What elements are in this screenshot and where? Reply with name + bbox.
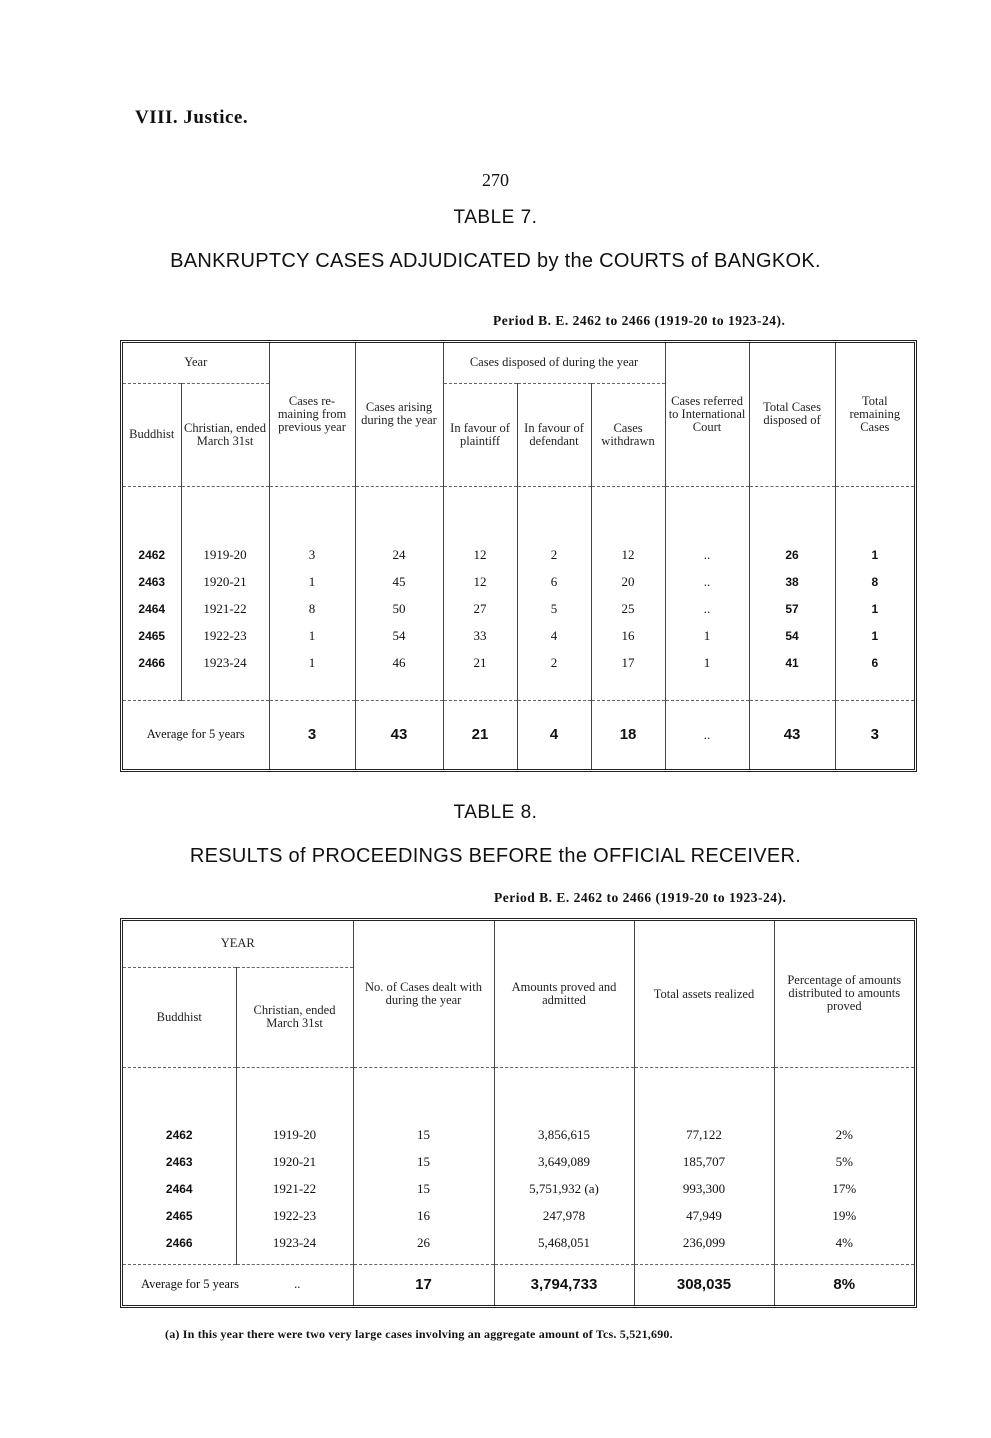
t8-header-year: YEAR [123, 921, 353, 967]
cell-total-remaining: 8 [835, 568, 914, 595]
footnote: (a) In this year there were two very large cases involving an aggregate amount of Tcs. 5,521,690. [165, 1327, 673, 1341]
cell-total-remaining: 1 [835, 595, 914, 622]
t7-header-total-remaining: Total remaining Cases [835, 343, 914, 486]
t7-header-year: Year [123, 343, 269, 383]
cell-remaining: 8 [269, 595, 355, 622]
avg-arising: 43 [355, 700, 443, 769]
cell-buddhist: 2465 [165, 1208, 193, 1223]
cell-plaintiff: 12 [443, 541, 517, 568]
t7-header-disposed-group: Cases disposed of during the year [443, 343, 665, 383]
cell-arising: 46 [355, 649, 443, 676]
cell-buddhist: 2463 [138, 574, 166, 589]
cell-buddhist: 2462 [138, 547, 166, 562]
cell-arising: 45 [355, 568, 443, 595]
avg-referred: .. [665, 700, 749, 769]
cell-referred: .. [665, 568, 749, 595]
average-label-text: Average for 5 years [141, 1277, 239, 1292]
cell-assets: 47,949 [634, 1202, 774, 1229]
cell-buddhist: 2466 [138, 655, 166, 670]
cell-percentage: 4% [774, 1229, 914, 1256]
cell-arising: 50 [355, 595, 443, 622]
cell-withdrawn: 17 [591, 649, 665, 676]
cell-christian: 1920-21 [236, 1148, 353, 1175]
table-row [123, 1229, 914, 1256]
cell-percentage: 19% [774, 1202, 914, 1229]
cell-amounts: 5,468,051 [494, 1229, 634, 1256]
t7-header-plaintiff: In favour of plaintiff [443, 383, 517, 486]
cell-remaining: 1 [269, 649, 355, 676]
avg-assets: 308,035 [634, 1264, 774, 1305]
cell-defendant: 4 [517, 622, 591, 649]
cell-defendant: 5 [517, 595, 591, 622]
cell-buddhist: 2463 [165, 1154, 193, 1169]
t8-header-percentage: Percentage of amounts distributed to amounts proved [774, 921, 914, 1067]
cell-christian: 1920-21 [181, 568, 269, 595]
cell-defendant: 2 [517, 541, 591, 568]
table8-title: RESULTS of PROCEEDINGS BEFORE the OFFICIAL RECEIVER. [189, 845, 802, 867]
cell-christian: 1921-22 [181, 595, 269, 622]
t8-header-christian: Christian, ended March 31st [236, 967, 353, 1067]
cell-percentage: 17% [774, 1175, 914, 1202]
cell-defendant: 6 [517, 568, 591, 595]
cell-amounts: 3,649,089 [494, 1148, 634, 1175]
cell-withdrawn: 16 [591, 622, 665, 649]
cell-referred: .. [665, 595, 749, 622]
t7-header-defendant: In favour of defendant [517, 383, 591, 486]
t7-header-christian: Christian, ended March 31st [181, 383, 269, 486]
cell-christian: 1921-22 [236, 1175, 353, 1202]
t7-header-buddhist: Buddhist [129, 427, 175, 441]
cell-withdrawn: 25 [591, 595, 665, 622]
cell-total-disposed: 26 [749, 541, 835, 568]
page-number: 270 [482, 170, 509, 190]
cell-christian: 1919-20 [236, 1121, 353, 1148]
table-row [123, 1148, 914, 1175]
average-row [123, 700, 914, 769]
t8-header-assets: Total assets realized [634, 921, 774, 1067]
cell-christian: 1922-23 [181, 622, 269, 649]
cell-amounts: 5,751,932 (a) [494, 1175, 634, 1202]
cell-plaintiff: 33 [443, 622, 517, 649]
cell-remaining: 3 [269, 541, 355, 568]
t7-header-arising: Cases arising during the year [355, 343, 443, 486]
avg-percentage: 8% [774, 1264, 914, 1305]
cell-referred: 1 [665, 649, 749, 676]
table-row [123, 568, 914, 595]
table7-label: TABLE 7. [453, 207, 538, 228]
table8-label: TABLE 8. [453, 802, 538, 823]
cell-arising: 24 [355, 541, 443, 568]
cell-assets: 77,122 [634, 1121, 774, 1148]
cell-plaintiff: 27 [443, 595, 517, 622]
cell-buddhist: 2462 [165, 1127, 193, 1142]
cell-cases: 15 [353, 1148, 494, 1175]
t8-header-buddhist: Buddhist [156, 1009, 202, 1024]
table-row [123, 649, 914, 676]
cell-assets: 185,707 [634, 1148, 774, 1175]
table7 [120, 340, 917, 772]
cell-buddhist: 2465 [138, 628, 166, 643]
cell-assets: 236,099 [634, 1229, 774, 1256]
avg-total-disposed: 43 [749, 700, 835, 769]
cell-total-disposed: 57 [749, 595, 835, 622]
avg-withdrawn: 18 [591, 700, 665, 769]
cell-christian: 1922-23 [236, 1202, 353, 1229]
cell-withdrawn: 20 [591, 568, 665, 595]
cell-cases: 16 [353, 1202, 494, 1229]
avg-amounts: 3,794,733 [494, 1264, 634, 1305]
t7-header-remaining: Cases re-maining from previous year [269, 343, 355, 486]
avg-cases: 17 [353, 1264, 494, 1305]
table8 [120, 918, 917, 1308]
table-row [123, 1175, 914, 1202]
section-heading: VIII. Justice. [135, 107, 249, 128]
t7-header-total-disposed: Total Cases disposed of [749, 343, 835, 486]
cell-total-remaining: 1 [835, 622, 914, 649]
cell-total-remaining: 1 [835, 541, 914, 568]
cell-christian: 1923-24 [181, 649, 269, 676]
table-row [123, 541, 914, 568]
cell-plaintiff: 21 [443, 649, 517, 676]
average-dots: .. [294, 1277, 301, 1292]
cell-amounts: 3,856,615 [494, 1121, 634, 1148]
cell-total-disposed: 54 [749, 622, 835, 649]
avg-plaintiff: 21 [443, 700, 517, 769]
t7-header-withdrawn: Cases withdrawn [591, 383, 665, 486]
cell-referred: .. [665, 541, 749, 568]
cell-total-disposed: 38 [749, 568, 835, 595]
average-label: Average for 5 years [146, 727, 245, 742]
cell-plaintiff: 12 [443, 568, 517, 595]
average-row [123, 1264, 914, 1305]
cell-buddhist: 2464 [165, 1181, 193, 1196]
cell-percentage: 5% [774, 1148, 914, 1175]
avg-defendant: 4 [517, 700, 591, 769]
cell-assets: 993,300 [634, 1175, 774, 1202]
t7-header-referred: Cases referred to International Court [665, 343, 749, 486]
t8-header-amounts: Amounts proved and admitted [494, 921, 634, 1067]
t8-header-cases: No. of Cases dealt with during the year [353, 921, 494, 1067]
table-row [123, 1121, 914, 1148]
cell-cases: 15 [353, 1121, 494, 1148]
cell-christian: 1919-20 [181, 541, 269, 568]
table-row [123, 1202, 914, 1229]
table8-period: Period B. E. 2462 to 2466 (1919-20 to 1923-24). [494, 890, 787, 905]
table-row [123, 622, 914, 649]
cell-remaining: 1 [269, 622, 355, 649]
cell-arising: 54 [355, 622, 443, 649]
cell-withdrawn: 12 [591, 541, 665, 568]
cell-cases: 15 [353, 1175, 494, 1202]
table-row [123, 595, 914, 622]
cell-total-remaining: 6 [835, 649, 914, 676]
cell-buddhist: 2464 [138, 601, 166, 616]
table7-title: BANKRUPTCY CASES ADJUDICATED by the COURTS of BANGKOK. [170, 250, 821, 272]
cell-referred: 1 [665, 622, 749, 649]
cell-defendant: 2 [517, 649, 591, 676]
average-label [123, 1264, 353, 1305]
cell-cases: 26 [353, 1229, 494, 1256]
cell-remaining: 1 [269, 568, 355, 595]
avg-remaining: 3 [269, 700, 355, 769]
cell-total-disposed: 41 [749, 649, 835, 676]
cell-percentage: 2% [774, 1121, 914, 1148]
avg-total-remaining: 3 [835, 700, 914, 769]
cell-buddhist: 2466 [165, 1235, 193, 1250]
table7-period: Period B. E. 2462 to 2466 (1919-20 to 1923-24). [493, 313, 786, 328]
cell-amounts: 247,978 [494, 1202, 634, 1229]
cell-christian: 1923-24 [236, 1229, 353, 1256]
